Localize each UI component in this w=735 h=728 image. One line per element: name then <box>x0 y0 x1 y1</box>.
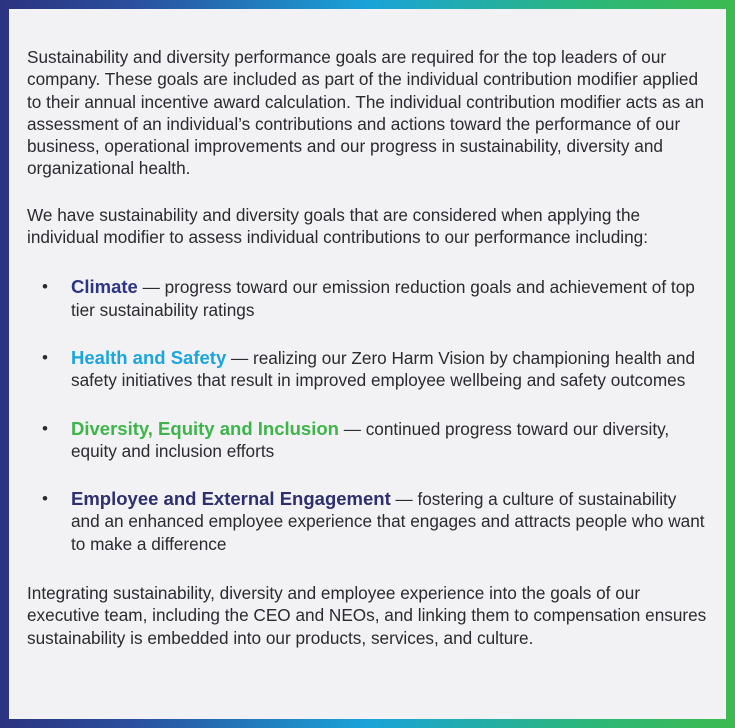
intro-paragraph: Sustainability and diversity performance goals are required for the top leaders of our company. These goals are included as part of the individual contribution modifier applied to their annual incentive award calculation. The individual contribution modifier acts as an assessment of an individual’s contributions and actions toward the performance of our business, operational improvements and our progress in sustainability, diversity and organizational health. <box>27 47 705 179</box>
bullet-icon: • <box>42 347 48 367</box>
bullet-icon: • <box>42 418 48 438</box>
goal-title-climate: Climate <box>71 276 138 298</box>
goal-title-health-safety: Health and Safety <box>71 346 227 368</box>
goal-desc-health-safety: — realizing our Zero Harm Vision by championing health and safety initiatives that result in improved employee wellbeing and safety outcomes <box>71 347 696 391</box>
goal-item-climate <box>27 276 708 321</box>
content-panel <box>9 9 726 719</box>
goal-item-engagement <box>27 488 708 555</box>
goal-desc-engagement: — fostering a culture of sustainability and an enhanced employee experience that engages and attracts people who want to make a difference <box>71 489 705 554</box>
goal-title-dei: Diversity, Equity and Inclusion <box>71 417 339 439</box>
goals-intro-paragraph: We have sustainability and diversity goals that are considered when applying the individual modifier to assess individual contributions to our performance including: <box>27 204 648 248</box>
goal-title-engagement: Employee and External Engagement <box>71 488 391 510</box>
bullet-icon: • <box>42 489 48 509</box>
bullet-icon: • <box>42 277 48 297</box>
closing-paragraph: Integrating sustainability, diversity and employee experience into the goals of our executive team, including the CEO and NEOs, and linking them to compensation ensures sustainability is embedded into our products, services, and culture. <box>27 583 707 648</box>
goal-item-health-safety <box>27 347 708 392</box>
goal-desc-dei: — continued progress toward our diversity, equity and inclusion efforts <box>71 418 670 461</box>
goal-desc-climate: — progress toward our emission reduction goals and achievement of top tier sustainability ratings <box>71 277 695 320</box>
goal-list <box>27 276 708 555</box>
goal-item-dei <box>27 418 708 463</box>
